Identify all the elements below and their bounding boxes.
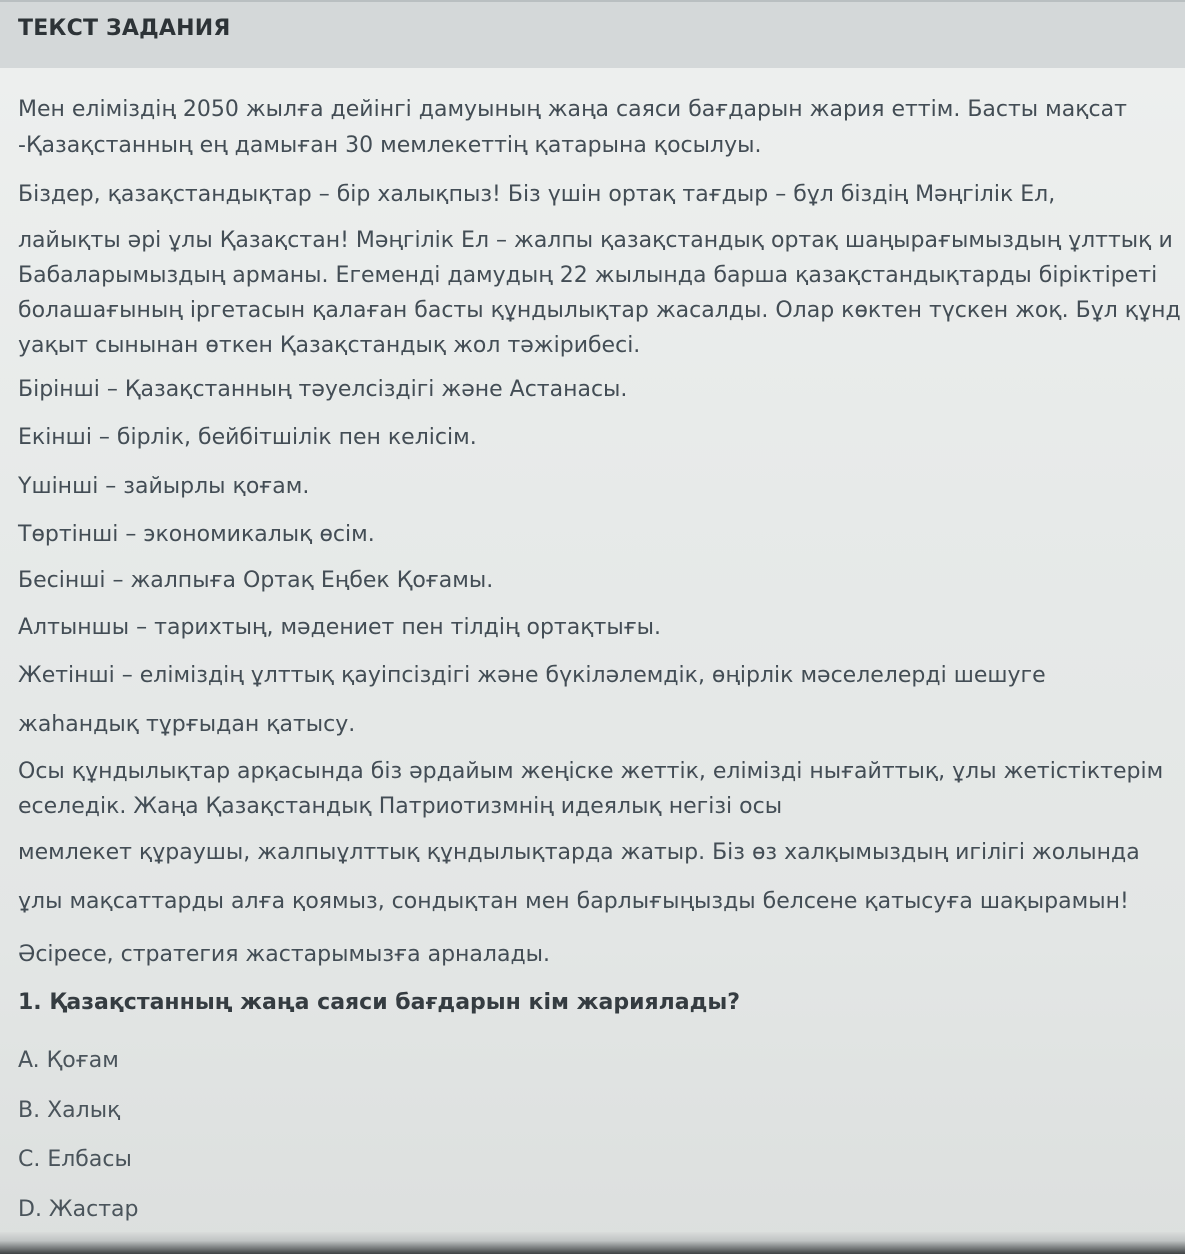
text-line: Осы құндылықтар арқасында біз әрдайым жеңіске жеттік, елімізді нығайттық, ұлы жетістіктерім: [18, 759, 1164, 784]
screen-bottom-edge: [0, 1232, 1185, 1254]
text-line: Бесінші – жалпыға Ортақ Еңбек Қоғамы.: [18, 568, 494, 593]
task-title: ТЕКСТ ЗАДАНИЯ: [18, 16, 231, 41]
answer-option-c[interactable]: C. Елбасы: [18, 1147, 132, 1172]
task-header: [0, 0, 1185, 68]
answer-option-d[interactable]: D. Жастар: [18, 1197, 139, 1222]
text-line: Бабаларымыздың арманы. Егеменді дамудың 22 жылында барша қазақстандықтарды біріктіреті: [18, 263, 1158, 288]
text-line: еселедік. Жаңа Қазақстандық Патриотизмнің идеялық негізі осы: [18, 794, 783, 819]
text-line: Әсіресе, стратегия жастарымызға арналады.: [18, 942, 551, 967]
text-line: Біздер, қазақстандықтар – бір халықпыз! Біз үшін ортақ тағдыр – бұл біздің Мәңгілік Ел,: [18, 182, 1056, 207]
question-text: 1. Қазақстанның жаңа саяси бағдарын кім жариялады?: [18, 990, 741, 1015]
text-line: уақыт сынынан өткен Қазақстандық жол тәжірибесі.: [18, 333, 641, 358]
text-line: Алтыншы – тарихтың, мәдениет пен тілдің ортақтығы.: [18, 615, 662, 640]
text-line: лайықты әрі ұлы Қазақстан! Мәңгілік Ел – жалпы қазақстандық ортақ шаңырағымыздың ұлттық и: [18, 228, 1173, 253]
text-line: жаһандық тұрғыдан қатысу.: [18, 712, 356, 737]
text-line: болашағының іргетасын қалаған басты құндылықтар жасалды. Олар көктен түскен жоқ. Бұл құнд: [18, 298, 1181, 323]
text-line: Мен еліміздің 2050 жылға дейінгі дамуының жаңа саяси бағдарын жария еттім. Басты мақсат: [18, 97, 1127, 122]
text-line: мемлекет құраушы, жалпыұлттық құндылықтарда жатыр. Біз өз халқымыздың игілігі жолында: [18, 840, 1140, 865]
text-line: Жетінші – еліміздің ұлттық қауіпсіздігі және бүкіләлемдік, өңірлік мәселелерді шешуге: [18, 663, 1046, 688]
text-line: Төртінші – экономикалық өсім.: [18, 522, 375, 547]
answer-option-b[interactable]: B. Халық: [18, 1098, 121, 1123]
text-line: -Қазақстанның ең дамыған 30 мемлекеттің қатарына қосылуы.: [18, 133, 762, 158]
text-line: ұлы мақсаттарды алға қоямыз, сондықтан мен барлығыңызды белсене қатысуға шақырамын!: [18, 889, 1129, 914]
text-line: Екінші – бірлік, бейбітшілік пен келісім.: [18, 425, 477, 450]
text-line: Үшінші – зайырлы қоғам.: [18, 474, 310, 499]
answer-option-a[interactable]: A. Қоғам: [18, 1048, 119, 1073]
text-line: Бірінші – Қазақстанның тәуелсіздігі және Астанасы.: [18, 377, 628, 402]
